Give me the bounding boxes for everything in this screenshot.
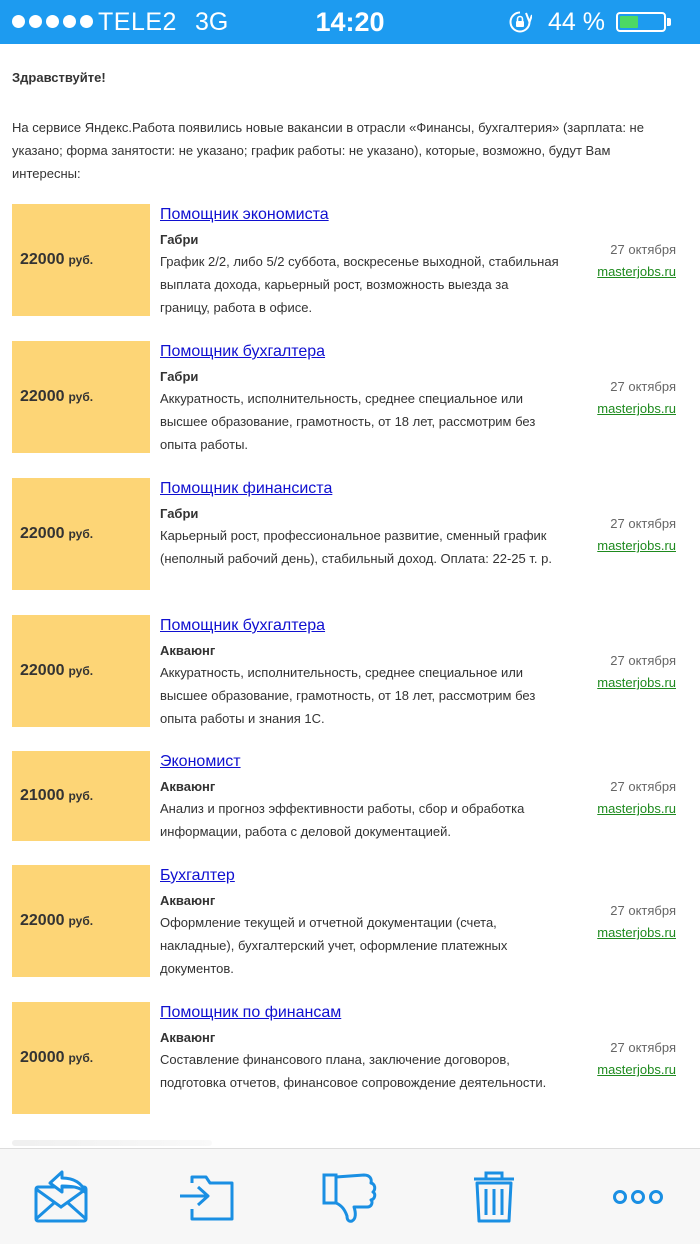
job-date: 27 октября [610, 1040, 676, 1055]
salary-box [12, 341, 150, 453]
job-description: Составление финансового плана, заключение договоров, подготовка отчетов, финансовое сопровождение деятельности. [160, 1052, 547, 1090]
more-button[interactable] [606, 1167, 670, 1227]
job-title-link[interactable]: Помощник финансиста [160, 480, 333, 497]
job-description: Аккуратность, исполнительность, среднее специальное или высшее образование, грамотность, от 18 лет, рассмотрим без опыта работы и знания 1С. [160, 665, 536, 726]
job-source-link[interactable]: masterjobs.ru [597, 401, 676, 416]
more-icon [608, 1169, 668, 1225]
job-title-link[interactable]: Бухгалтер [160, 867, 235, 884]
job-company: Габри [160, 232, 199, 247]
job-listing [12, 615, 688, 727]
salary-box [12, 478, 150, 590]
salary-currency: руб. [68, 1051, 94, 1065]
reply-icon [32, 1169, 92, 1225]
trash-icon [464, 1169, 524, 1225]
salary-currency: руб. [68, 527, 94, 541]
job-title-link[interactable]: Помощник бухгалтера [160, 343, 326, 360]
salary-box [12, 751, 150, 841]
salary-amount: 22000 [20, 388, 65, 405]
job-title-link[interactable]: Помощник по финансам [160, 1004, 342, 1021]
battery-cap [667, 18, 671, 26]
greeting: Здравствуйте! [12, 70, 106, 85]
job-title-link[interactable]: Экономист [160, 753, 241, 770]
job-company: Габри [160, 506, 199, 521]
job-listing [12, 1002, 688, 1114]
job-source-link[interactable]: masterjobs.ru [597, 675, 676, 690]
salary-currency: руб. [68, 914, 94, 928]
job-description: Аккуратность, исполнительность, среднее специальное или высшее образование, грамотность, от 18 лет, рассмотрим без опыта работы. [160, 391, 536, 452]
salary-box [12, 1002, 150, 1114]
battery-icon [616, 12, 666, 32]
delete-button[interactable] [462, 1167, 526, 1227]
salary-box [12, 865, 150, 977]
thumbs-down-icon [320, 1169, 380, 1225]
job-date: 27 октября [610, 779, 676, 794]
job-source-link[interactable]: masterjobs.ru [597, 925, 676, 940]
battery-percent: 44 % [548, 8, 605, 36]
carrier-name: TELE2 [98, 8, 177, 36]
cut-off-content [12, 1140, 212, 1146]
job-source-link[interactable]: masterjobs.ru [597, 264, 676, 279]
job-listing [12, 478, 688, 590]
salary-currency: руб. [68, 390, 94, 404]
job-source-link[interactable]: masterjobs.ru [597, 1062, 676, 1077]
salary-amount: 22000 [20, 662, 65, 679]
job-date: 27 октября [610, 653, 676, 668]
job-date: 27 октября [610, 379, 676, 394]
salary-currency: руб. [68, 789, 94, 803]
bottom-toolbar [0, 1148, 700, 1244]
job-description: Анализ и прогноз эффективности работы, сбор и обработка информации, работа с деловой документацией. [160, 801, 525, 839]
job-source-link[interactable]: masterjobs.ru [597, 801, 676, 816]
salary-amount: 22000 [20, 251, 65, 268]
salary-currency: руб. [68, 664, 94, 678]
spam-button[interactable] [318, 1167, 382, 1227]
job-description: Оформление текущей и отчетной документации (счета, накладные), бухгалтерский учет, оформление платежных документов. [160, 915, 508, 976]
rotation-lock-icon [508, 10, 532, 34]
move-to-folder-button[interactable] [174, 1167, 238, 1227]
job-company: Акваюнг [160, 893, 216, 908]
intro-text: На сервисе Яндекс.Работа появились новые вакансии в отрасли «Финансы, бухгалтерия» (зарплата: не указано; форма занятости: не указано; график работы: не указано), которые, возможно, будут Вам интересны: [12, 120, 644, 181]
job-date: 27 октября [610, 242, 676, 257]
job-description: График 2/2, либо 5/2 суббота, воскресенье выходной, стабильная выплата дохода, карьерный рост, возможность выезда за границу, работа в офисе. [160, 254, 559, 315]
job-source-link[interactable]: masterjobs.ru [597, 538, 676, 553]
salary-currency: руб. [68, 253, 94, 267]
status-bar [0, 0, 700, 44]
job-listing [12, 751, 688, 841]
job-listing [12, 204, 688, 316]
job-company: Габри [160, 369, 199, 384]
move-to-folder-icon [176, 1169, 236, 1225]
salary-amount: 22000 [20, 912, 65, 929]
reply-button[interactable] [30, 1167, 94, 1227]
clock: 14:20 [315, 7, 385, 37]
job-title-link[interactable]: Помощник бухгалтера [160, 617, 326, 634]
job-listing [12, 865, 688, 977]
salary-amount: 20000 [20, 1049, 65, 1066]
job-company: Акваюнг [160, 643, 216, 658]
job-date: 27 октября [610, 516, 676, 531]
job-company: Акваюнг [160, 1030, 216, 1045]
job-title-link[interactable]: Помощник экономиста [160, 206, 329, 223]
salary-amount: 21000 [20, 787, 65, 804]
job-listing [12, 341, 688, 453]
salary-amount: 22000 [20, 525, 65, 542]
job-company: Акваюнг [160, 779, 216, 794]
battery-fill [620, 16, 638, 28]
job-description: Карьерный рост, профессиональное развитие, сменный график (неполный рабочий день), стабильный доход. Оплата: 22-25 т. р. [160, 528, 552, 566]
salary-box [12, 615, 150, 727]
salary-box [12, 204, 150, 316]
network-type: 3G [195, 8, 229, 36]
job-date: 27 октября [610, 903, 676, 918]
